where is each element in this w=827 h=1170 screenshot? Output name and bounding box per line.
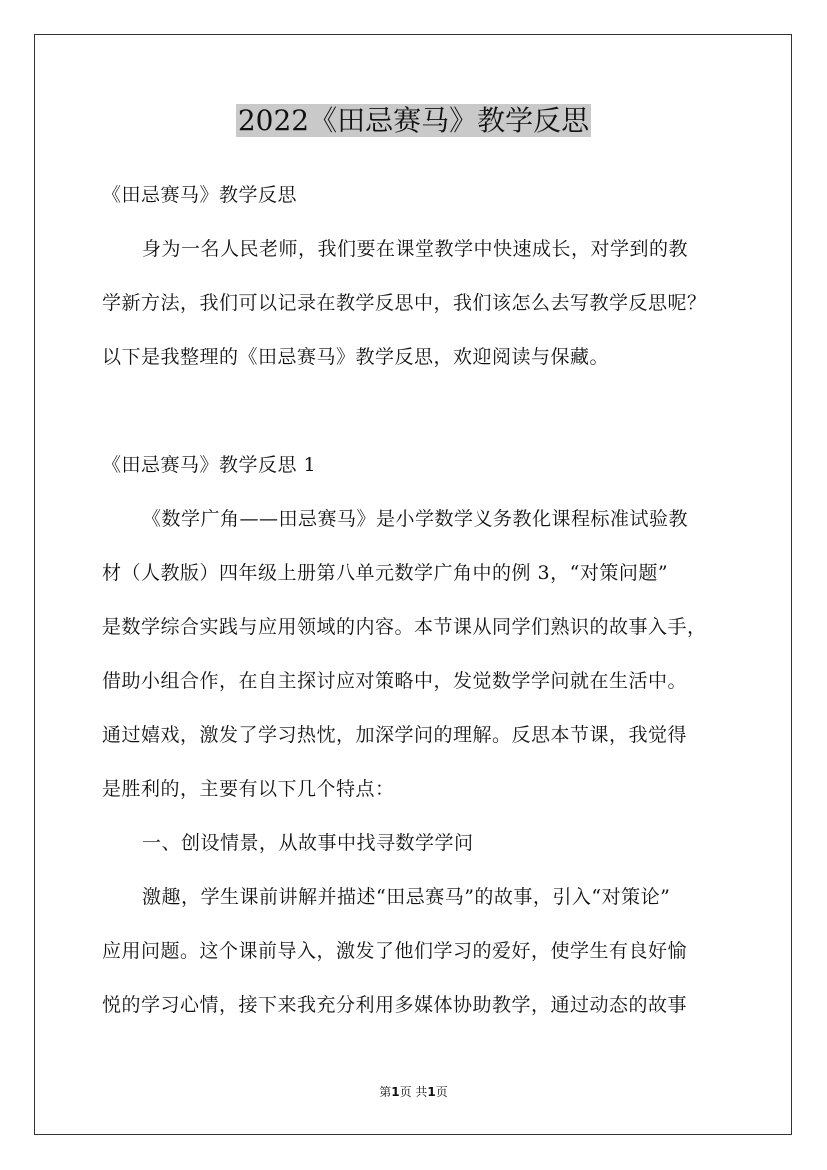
section-heading: 《田忌赛马》教学反思 xyxy=(102,184,298,206)
subsection-heading: 一、创设情景，从故事中找寻数学学问 xyxy=(142,832,474,854)
paragraph-line: 激趣，学生课前讲解并描述“田忌赛马”的故事，引入“对策论” xyxy=(142,886,671,908)
footer-prefix: 第 xyxy=(379,1085,392,1099)
footer-mid: 页 共 xyxy=(399,1085,428,1099)
paragraph-line: 是胜利的，主要有以下几个特点： xyxy=(102,778,395,800)
page-footer xyxy=(0,1083,827,1100)
paragraph-line: 应用问题。这个课前导入，激发了他们学习的爱好，使学生有良好愉 xyxy=(102,940,688,962)
paragraph-line: 材（人教版）四年级上册第八单元数学广角中的例 3，“对策问题” xyxy=(102,562,669,584)
footer-total-pages: 1 xyxy=(427,1085,436,1099)
paragraph-line: 借助小组合作，在自主探讨应对策略中，发觉数学学问就在生活中。 xyxy=(102,670,688,692)
paragraph-line: 以下是我整理的《田忌赛马》教学反思，欢迎阅读与保藏。 xyxy=(102,346,610,368)
document-title-text: 2022《田忌赛马》教学反思 xyxy=(237,104,590,137)
paragraph-line: 学新方法，我们可以记录在教学反思中，我们该怎么去写教学反思呢？ xyxy=(102,292,707,314)
paragraph-line: 悦的学习心情，接下来我充分利用多媒体协助教学，通过动态的故事 xyxy=(102,994,688,1016)
paragraph-line: 《数学广角——田忌赛马》是小学数学义务教化课程标准试验教 xyxy=(142,508,689,530)
paragraph-line: 是数学综合实践与应用领域的内容。本节课从同学们熟识的故事入手， xyxy=(102,616,707,638)
paragraph-line: 身为一名人民老师，我们要在课堂教学中快速成长，对学到的教 xyxy=(142,238,689,260)
footer-suffix: 页 xyxy=(435,1085,448,1099)
paragraph-line: 通过嬉戏，激发了学习热忱，加深学问的理解。反思本节课，我觉得 xyxy=(102,724,688,746)
section-heading: 《田忌赛马》教学反思 1 xyxy=(102,454,317,476)
footer-page-number: 1 xyxy=(391,1085,400,1099)
document-title xyxy=(0,101,827,141)
